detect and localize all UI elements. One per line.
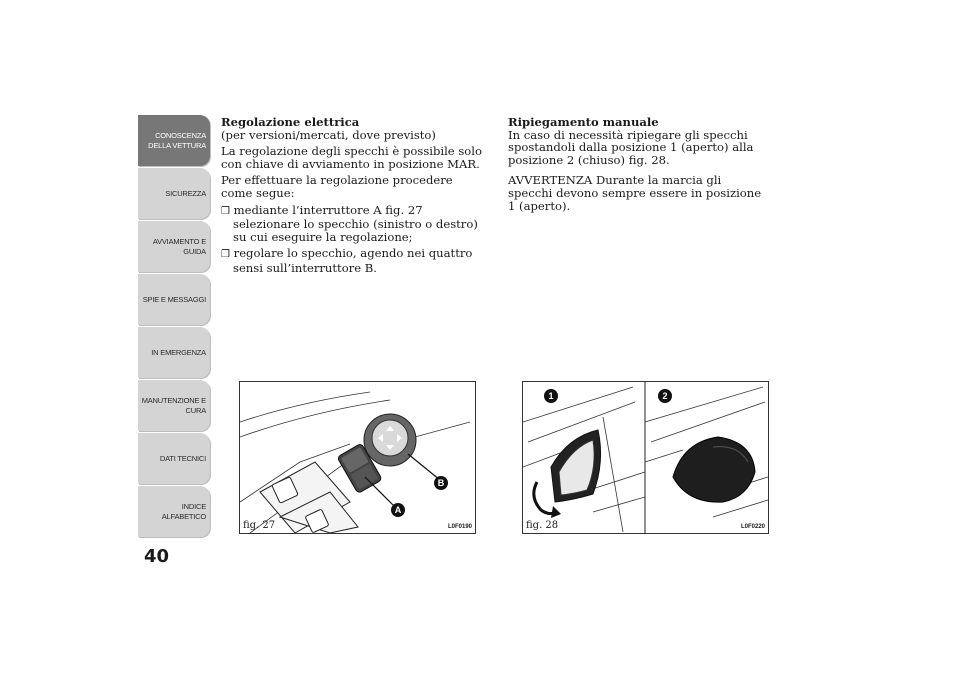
tab-label: SPIE E MESSAGGI (142, 294, 206, 304)
mirror-fold-illustration (523, 382, 768, 533)
callout-label-1: 1 (548, 391, 554, 401)
tab-label: IN EMERGENZA (151, 347, 206, 357)
right-column (508, 116, 768, 216)
mirror-switch-illustration (240, 382, 475, 533)
bullet-item (221, 247, 486, 274)
figure-code: L0F0220 (740, 524, 765, 530)
checkbox-bullet-icon: ❒ (221, 205, 230, 217)
callout-label-b: B (437, 478, 445, 488)
chapter-sidebar (138, 115, 210, 539)
tab-manutenzione[interactable] (138, 380, 210, 431)
figure-caption: fig. 27 (243, 520, 276, 531)
figure-28 (522, 381, 769, 534)
paragraph: In caso di necessità ripiegare gli specchi spostandoli dalla posizione 1 (aperto) alla posizione 2 (chiuso) fig. 28. (508, 127, 754, 167)
tab-avviamento[interactable] (138, 221, 210, 272)
tab-sicurezza[interactable] (138, 168, 210, 219)
tab-label: SICUREZZA (165, 188, 206, 198)
paragraph: La regolazione degli specchi è possibile solo con chiave di avviamento in posizione MAR. (221, 144, 482, 171)
tab-dati-tecnici[interactable] (138, 433, 210, 484)
tab-label: AVVIAMENTO E GUIDA (152, 237, 206, 256)
section-heading: Regolazione elettrica (221, 115, 360, 129)
paragraph: Per effettuare la regolazione procedere come segue: (221, 173, 453, 200)
bullet-text: mediante l’interruttore A fig. 27 selezionare lo specchio (sinistro o destro) su cui eseguire la regolazione; (233, 202, 478, 244)
section-heading: Ripiegamento manuale (508, 115, 659, 129)
tab-label: MANUTENZIONE E CURA (141, 396, 206, 415)
callout-label-2: 2 (662, 391, 668, 401)
tab-label: CONOSCENZA DELLA VETTURA (148, 131, 206, 150)
tab-spie[interactable] (138, 274, 210, 325)
tab-label: DATI TECNICI (159, 453, 206, 463)
tab-emergenza[interactable] (138, 327, 210, 378)
callout-label-a: A (394, 505, 402, 515)
paragraph: AVVERTENZA Durante la marcia gli specchi devono sempre essere in posizione 1 (aperto). (508, 173, 762, 213)
section-subheading: (per versioni/mercati, dove previsto) (221, 127, 436, 142)
tab-label: INDICE ALFABETICO (161, 502, 206, 521)
left-column (221, 116, 486, 279)
checkbox-bullet-icon: ❒ (221, 249, 230, 261)
figure-27 (239, 381, 476, 534)
figure-code: L0F0190 (447, 524, 472, 530)
bullet-text: regolare lo specchio, agendo nei quattro sensi sull’interruttore B. (233, 246, 473, 275)
page-number: 40 (144, 546, 170, 567)
figure-caption: fig. 28 (526, 520, 559, 531)
tab-conoscenza[interactable] (138, 115, 210, 166)
bullet-item (221, 204, 486, 244)
tab-indice[interactable] (138, 486, 210, 537)
